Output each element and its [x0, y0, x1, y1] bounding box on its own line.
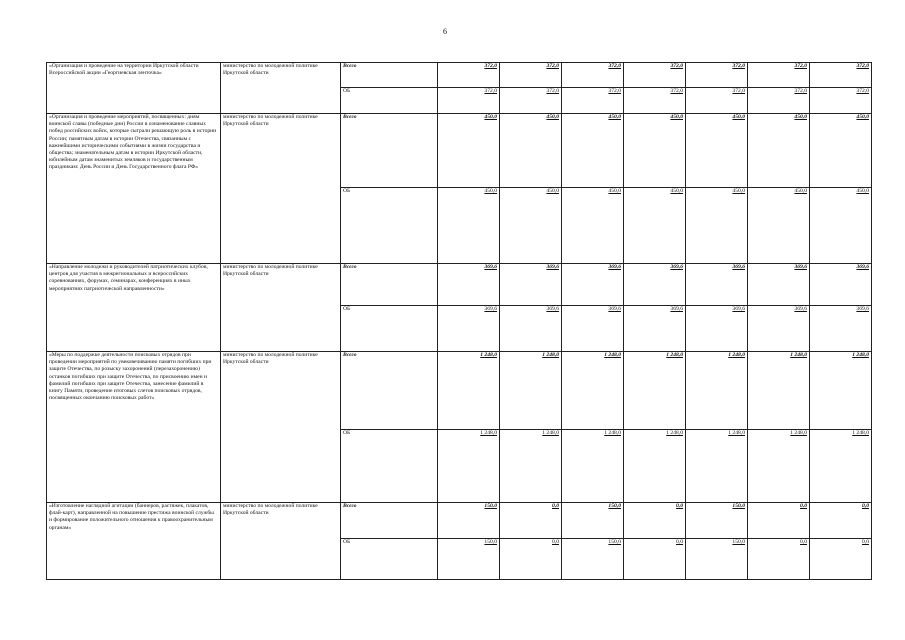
funding-total-label: Всего	[341, 264, 438, 306]
total-value-cell: 369,6	[562, 264, 624, 306]
total-value-cell: 369,6	[748, 264, 810, 306]
total-value-cell: 372,0	[562, 63, 624, 88]
ob-value-cell: 372,0	[810, 88, 872, 114]
table-body	[47, 63, 872, 580]
ob-value-cell: 150,0	[562, 539, 624, 580]
total-value-cell: 450,0	[624, 114, 686, 188]
ob-value-cell: 372,0	[686, 88, 748, 114]
total-value-cell: 150,0	[438, 503, 500, 539]
ob-value-cell: 1 248,0	[562, 430, 624, 503]
total-value-cell: 372,0	[624, 63, 686, 88]
ob-value-cell: 369,6	[562, 306, 624, 352]
ob-value-cell: 450,0	[562, 188, 624, 264]
total-value-cell: 1 248,0	[438, 352, 500, 430]
ob-value-cell: 372,0	[562, 88, 624, 114]
total-value-cell: 0,0	[624, 503, 686, 539]
ob-value-cell: 0,0	[810, 539, 872, 580]
event-name-cell: «Меры по поддержке деятельности поисковых отрядов при проведении мероприятий по увековечиванию памяти погибших при защите Отечества, по розыску захоронений (перезахоронению) останков погибших при защите Отечества, по присвоению имен и фамилий погибших при защите Отечества, занесение фамилий в книгу Памяти, проведение итоговых слетов поисковых отрядов, посвященных окончанию поисковых работ»	[47, 352, 221, 503]
page-number: 6	[443, 27, 447, 36]
ob-value-cell: 450,0	[438, 188, 500, 264]
ob-value-cell: 372,0	[438, 88, 500, 114]
table-row-total	[47, 264, 872, 306]
funding-ob-label: ОБ	[341, 88, 438, 114]
executor-cell: министерство по молодежной политике Иркутской области	[221, 264, 341, 352]
total-value-cell: 369,6	[686, 264, 748, 306]
total-value-cell: 372,0	[438, 63, 500, 88]
ob-value-cell: 150,0	[686, 539, 748, 580]
ob-value-cell: 372,0	[500, 88, 562, 114]
ob-value-cell: 0,0	[748, 539, 810, 580]
total-value-cell: 450,0	[686, 114, 748, 188]
ob-value-cell: 1 248,0	[686, 430, 748, 503]
ob-value-cell: 450,0	[500, 188, 562, 264]
executor-cell: министерство по молодежной политике Иркутской области	[221, 352, 341, 503]
total-value-cell: 150,0	[686, 503, 748, 539]
ob-value-cell: 369,6	[686, 306, 748, 352]
ob-value-cell: 369,6	[624, 306, 686, 352]
total-value-cell: 1 248,0	[624, 352, 686, 430]
event-name-cell: «Организация и проведение мероприятий, посвященных: дням воинской славы (победные дни) России в ознаменование славных побед российских войск, которые сыграли решающую роль в истории России; памятным датам в истории Отечества, связанным с важнейшими историческими событиями в жизни государства и общества; знаменательным датам в истории Иркутской области, юбилейным датам знаменитых земляков и государственным праздникам: День России и День Государственного флага РФ»	[47, 114, 221, 264]
funding-ob-label: ОБ	[341, 539, 438, 580]
event-name-cell: «Направление молодежи и руководителей патриотических клубов, центров для участия в межрегиональных и всероссийских соревнованиях, форумах, семинарах, конференциях в иных мероприятиях патриотической направленности»	[47, 264, 221, 352]
total-value-cell: 450,0	[500, 114, 562, 188]
ob-value-cell: 1 248,0	[500, 430, 562, 503]
ob-value-cell: 450,0	[748, 188, 810, 264]
total-value-cell: 0,0	[748, 503, 810, 539]
executor-cell: министерство по молодежной политике Иркутской области	[221, 63, 341, 114]
total-value-cell: 372,0	[748, 63, 810, 88]
total-value-cell: 1 248,0	[686, 352, 748, 430]
ob-value-cell: 1 248,0	[624, 430, 686, 503]
funding-ob-label: ОБ	[341, 306, 438, 352]
funding-total-label: Всего	[341, 114, 438, 188]
ob-value-cell: 450,0	[624, 188, 686, 264]
ob-value-cell: 1 248,0	[748, 430, 810, 503]
funding-total-label: Всего	[341, 63, 438, 88]
total-value-cell: 372,0	[500, 63, 562, 88]
executor-cell: министерство по молодежной политике Иркутской области	[221, 114, 341, 264]
total-value-cell: 1 248,0	[810, 352, 872, 430]
funding-total-label: Всего	[341, 503, 438, 539]
ob-value-cell: 369,6	[748, 306, 810, 352]
ob-value-cell: 369,6	[500, 306, 562, 352]
total-value-cell: 450,0	[748, 114, 810, 188]
total-value-cell: 0,0	[810, 503, 872, 539]
ob-value-cell: 150,0	[438, 539, 500, 580]
total-value-cell: 372,0	[686, 63, 748, 88]
total-value-cell: 450,0	[810, 114, 872, 188]
total-value-cell: 0,0	[500, 503, 562, 539]
total-value-cell: 450,0	[562, 114, 624, 188]
funding-total-label: Всего	[341, 352, 438, 430]
total-value-cell: 369,6	[810, 264, 872, 306]
total-value-cell: 1 248,0	[748, 352, 810, 430]
ob-value-cell: 450,0	[686, 188, 748, 264]
total-value-cell: 1 248,0	[500, 352, 562, 430]
ob-value-cell: 372,0	[624, 88, 686, 114]
table-row-total	[47, 352, 872, 430]
ob-value-cell: 1 248,0	[438, 430, 500, 503]
executor-cell: министерство по молодежной политике Иркутской области	[221, 503, 341, 580]
ob-value-cell: 369,6	[438, 306, 500, 352]
total-value-cell: 1 248,0	[562, 352, 624, 430]
total-value-cell: 150,0	[562, 503, 624, 539]
table-row-total	[47, 63, 872, 88]
ob-value-cell: 0,0	[624, 539, 686, 580]
ob-value-cell: 369,6	[810, 306, 872, 352]
total-value-cell: 369,6	[438, 264, 500, 306]
event-name-cell: «Организация и проведение на территории Иркутской области Всероссийской акции «Георгиевская ленточка»	[47, 63, 221, 114]
ob-value-cell: 450,0	[810, 188, 872, 264]
funding-ob-label: ОБ	[341, 430, 438, 503]
table-row-total	[47, 114, 872, 188]
ob-value-cell: 372,0	[748, 88, 810, 114]
event-name-cell: «Изготовление наглядной агитации (баннеров, растяжек, плакатов, флай-карт), направленной на повышение престижа воинской службы и формирование положительного отношения к правоохранительным органам»	[47, 503, 221, 580]
total-value-cell: 369,6	[624, 264, 686, 306]
funding-ob-label: ОБ	[341, 188, 438, 264]
ob-value-cell: 0,0	[500, 539, 562, 580]
ob-value-cell: 1 248,0	[810, 430, 872, 503]
table-row-total	[47, 503, 872, 539]
total-value-cell: 450,0	[438, 114, 500, 188]
total-value-cell: 372,0	[810, 63, 872, 88]
total-value-cell: 369,6	[500, 264, 562, 306]
budget-table	[46, 62, 872, 580]
